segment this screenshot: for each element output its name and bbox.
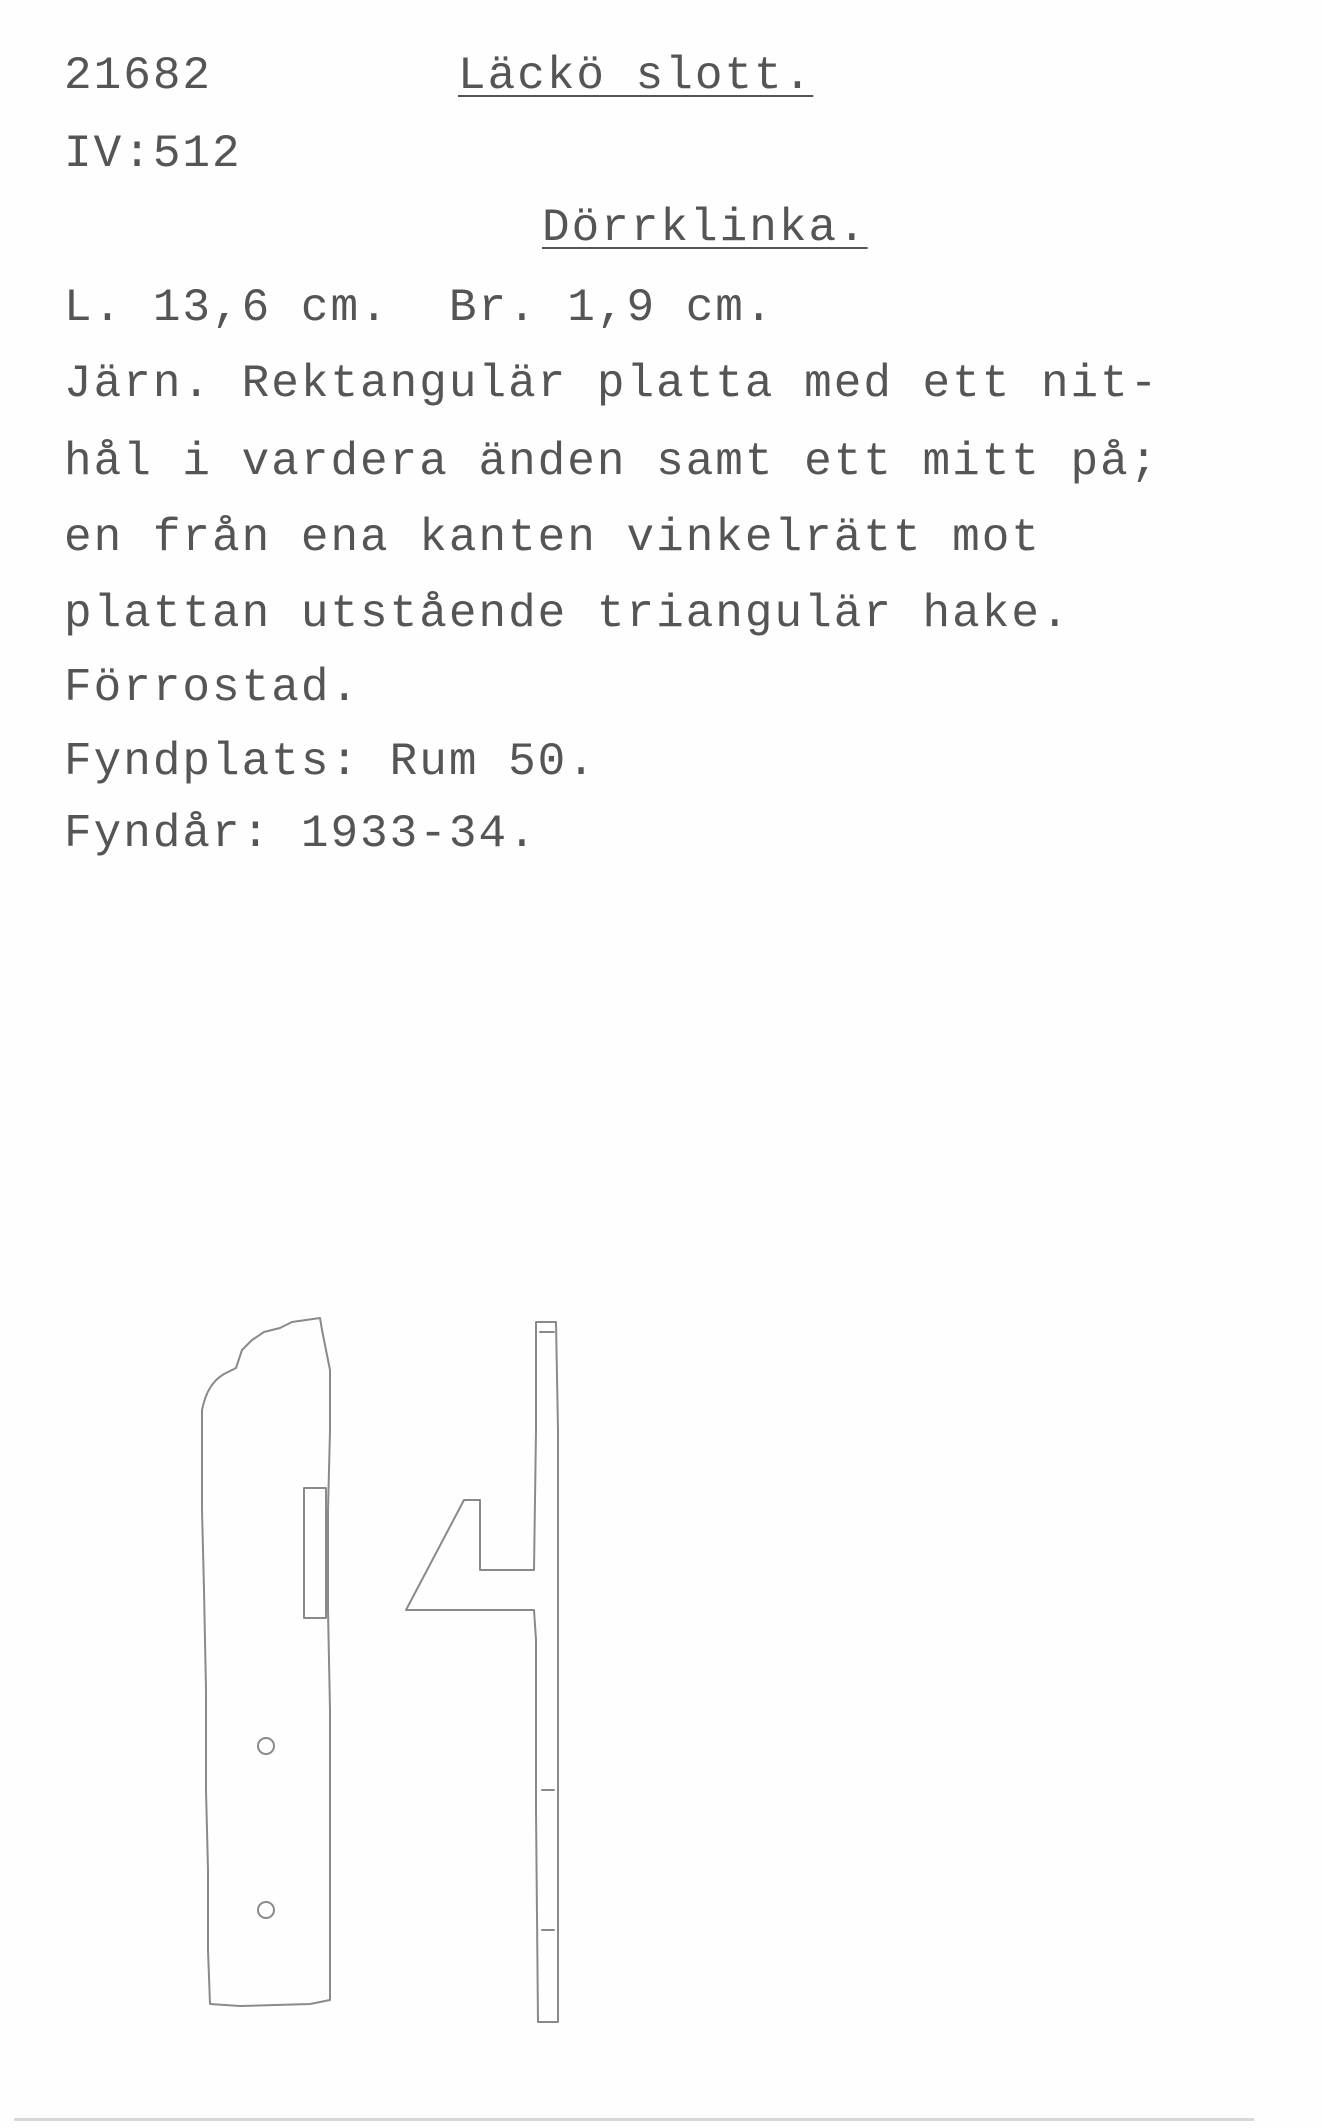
find-year-line: Fyndår: 1933-34. xyxy=(64,808,538,860)
door-latch-sketch xyxy=(180,1310,600,2050)
description-line: en från ena kanten vinkelrätt mot xyxy=(64,512,1041,564)
inventory-number: IV:512 xyxy=(64,128,242,180)
find-place-line: Fyndplats: Rum 50. xyxy=(64,736,597,788)
dimensions-line: L. 13,6 cm. Br. 1,9 cm. xyxy=(64,282,775,334)
description-line: hål i vardera änden samt ett mitt på; xyxy=(64,436,1160,488)
condition-line: Förrostad. xyxy=(64,662,361,714)
description-line: Järn. Rektangulär platta med ett nit- xyxy=(64,358,1160,410)
site-title: Läckö slott. xyxy=(458,50,814,102)
description-line: plattan utstående triangulär hake. xyxy=(64,588,1071,640)
object-title: Dörrklinka. xyxy=(542,202,868,254)
card-edge xyxy=(14,2118,1254,2121)
catalog-number: 21682 xyxy=(64,50,213,102)
